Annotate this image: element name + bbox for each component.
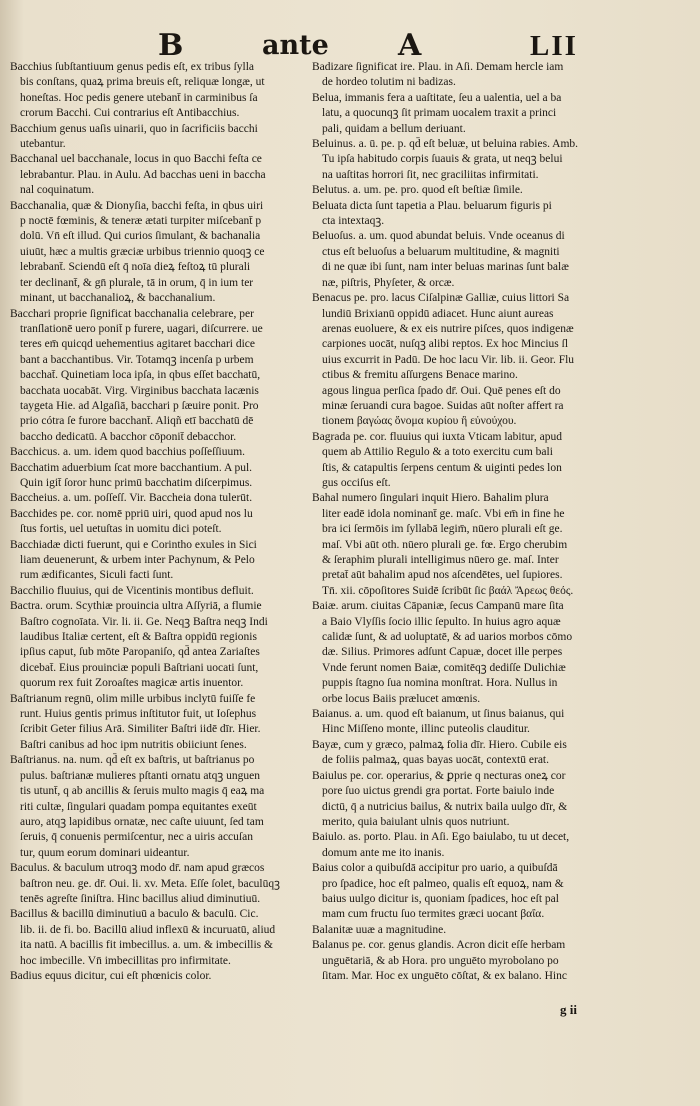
text-line: uius excurrit in Padū. De hoc lacu Vir. lib. ii. Geor. Flu: [322, 353, 575, 366]
text-line: ipſius caput, ſub mōte Paropaniſo, qd̄ antea Zariaſtes: [20, 646, 260, 659]
text-line: calidæ ſunt, & ad uoluptatē, & ad uarios morbos cōmo: [322, 631, 573, 644]
text-line: rum ædificantes, Siculi facti ſunt.: [20, 569, 174, 582]
text-line: ſtus fortis, uel uetuſtas in uomitu dici poteſt.: [20, 523, 222, 536]
text-line: Tu ipſa habitudo corpis ſuauis & grata, ut neqꝫ belui: [322, 153, 563, 166]
text-line: ctus eſt beluoſus a beluarum multitudine, & magniti: [322, 245, 560, 258]
text-line: quorum rex fuit Zoroaſtes magicæ artis inuentor.: [20, 677, 244, 690]
text-line: minant, ut bacchanalioꝝ, & bacchanalium.: [20, 292, 216, 305]
text-line: prio cótra ſe furore bacchant̄. Aliqñ etī bacchatū dē: [20, 415, 254, 428]
text-line: de hordeo tolutim ni badizas.: [322, 76, 456, 89]
text-line: bis conſtans, quaꝝ prima breuis eſt, reliquæ longæ, ut: [20, 76, 265, 89]
entry-headword-line: Bagrada pe. cor. fluuius qui iuxta Vticam labitur, apud: [312, 430, 563, 443]
text-line: quem ab Attilio Regulo & a toto exercitu cum bali: [322, 446, 553, 459]
entry-headword-line: Bacchanal uel bacchanale, locus in quo Bacchi feſta ce: [10, 153, 262, 166]
text-line: runt. Huius gentis primus inſtitutor fuit, ut Ioſephus: [20, 708, 257, 721]
text-line: pretat̄ aūt bahalim apud nos aſcendētes, uel ſupiores.: [322, 569, 563, 582]
entry-headword-line: Bacchicus. a. um. idem quod bacchius poſſeſſiuum.: [10, 446, 246, 459]
text-line: merito, quia baiulant ulnis quos nutriunt.: [322, 815, 510, 828]
text-line: ſcribit Geter filius Arā. Similiter Baſtri iidē dīr. Hier.: [20, 723, 261, 736]
entry-headword-line: Bacchiadæ dicti fuerunt, qui e Corintho exules in Sici: [10, 538, 257, 551]
entry-headword-line: Bacchanalia, quæ & Dionyſia, bacchi feſta, in qbus uiri: [10, 199, 264, 212]
text-line: dolū. Vn̄ eſt illud. Qui curios ſimulant, & bachanalia: [20, 230, 261, 243]
entry-headword-line: Baſtrianus. na. num. qd̄ eſt ex baſtris, ut baſtrianus po: [10, 754, 255, 767]
signature-mark: g ii: [560, 1002, 577, 1017]
text-line: di ne quæ ibi ſunt, nam inter beluas marinas ſunt balæ: [322, 261, 569, 274]
entry-headword-line: Balanitæ uuæ a magnitudine.: [312, 923, 447, 936]
text-line: ſitam. Mar. Hoc ex unguēto cōſtat, & ex balano. Hinc: [322, 969, 567, 982]
text-line: riti cultæ, ſingulari quadam pompa equitantes exeūt: [20, 800, 257, 813]
text-line: & ſeraphim plurali intelligimus nūero ge. maſ. Inter: [322, 554, 559, 566]
entry-headword-line: Bayæ, cum y græco, palmaꝝ folia dīr. Hiero. Cubile eis: [312, 738, 567, 751]
text-line: pro ſpadice, hoc eſt palmeo, qualis eſt equoꝝ, nam &: [322, 877, 564, 890]
text-line: ctibus & fremitu aſſurgens Benace marino.: [322, 369, 518, 382]
text-line: Baſtri canibus ad hoc ipm nutritis obiiciunt ſenes.: [20, 738, 247, 751]
text-line: bacchata uocabāt. Virg. Virginibus bacchata lacænis: [20, 384, 259, 397]
entry-headword-line: Baiulus pe. cor. operarius, & ꝑprie q necturas oneꝝ cor: [312, 769, 566, 782]
text-line: tis utunt̄, q ab ancillis & ſeruis multo magis q̄ eaꝝ ma: [20, 785, 265, 798]
text-line: liam deuenerunt, & urbem inter Pachynum, & Pelo: [20, 554, 255, 566]
text-line: gus occiſus eſt.: [322, 476, 391, 489]
text-line: tionem βαγώας ὄνομα κυρίου ἢ εὐνούχου.: [322, 415, 517, 428]
text-line: bacchat̄. Quinetiam loca ipſa, in qbus eſſet bacchatū,: [20, 369, 261, 382]
text-line: unguētariā, & ab Hora. pro unguēto myrobolano po: [322, 954, 559, 967]
entry-headword-line: Beluinus. a. ū. pe. p. qd̄ eſt beluæ, ut beluina rabies. Amb.: [312, 138, 579, 151]
entry-headword-line: Belutus. a. um. pe. pro. quod eſt beſtiæ ſimile.: [312, 184, 523, 197]
text-line: ter declinant̄, & gn̄ plurale, tā in orum, q̄ in ium ter: [20, 276, 254, 289]
text-line: Baſtro cognoīata. Vir. li. ii. Ge. Neqꝫ Baſtra neqꝫ Indi: [20, 615, 268, 628]
entry-headword-line: Baculus. & baculum utroqꝫ modo dr̄. nam apud græcos: [10, 862, 265, 875]
text-line: Quin igit̄ ſoror hunc primū bacchatim diſcerpimus.: [20, 476, 253, 489]
text-line: honeſtas. Hoc pedis genere utebant̄ in carminibus ſa: [20, 91, 258, 104]
text-line: laudibus Italiæ certent, eſt & Baſtra oppidū regionis: [20, 631, 257, 644]
text-line: hoc imbecille. Vn̄ imbecillitas pro infirmitate.: [20, 954, 231, 967]
text-line: na uaſtitas horrori ſit, nec graciliitas infirmitati.: [322, 168, 539, 181]
text-line: auro, atqꝫ lapidibus ornatæ, nec caſte uiuunt, ſed tam: [20, 815, 264, 828]
text-line: tenēs agreſte ſiniſtra. Hinc bacillus aliud diminutiuū.: [20, 892, 261, 905]
header-mark-a: A: [398, 28, 422, 63]
text-line: Tn̄. xii. cōpoſitores Suidē ſcribūt ſic βαάλ Ἄρεως θεός.: [322, 584, 574, 597]
text-line: nal coquinatum.: [20, 184, 95, 197]
page-number: LII: [530, 30, 578, 62]
entry-headword-line: Baiæ. arum. ciuitas Cāpaniæ, ſecus Campanū mare ſita: [312, 600, 564, 613]
text-line: carpiones uocāt, nuſqꝫ alibi reptos. Ex hoc Mincius ſl: [322, 338, 569, 351]
entry-headword-line: Baiulo. as. porto. Plau. in Aſi. Ego baiulabo, tu ut decet,: [312, 831, 570, 844]
entry-headword-line: Baſtrianum regnū, olim mille urbibus inclytū fuiſſe fe: [10, 692, 256, 705]
entry-headword-line: Balanus pe. cor. genus glandis. Acron dicit eſſe herbam: [312, 939, 566, 952]
entry-headword-line: Bacchilio fluuius, qui de Vicentinis montibus defluit.: [10, 584, 254, 597]
entry-headword-line: Beluata dicta ſunt tapetia a Plau. beluarum figuris pi: [312, 199, 552, 212]
text-line: orbe locus Baiis prælucet amœnis.: [322, 692, 481, 705]
text-line: pulus. baſtrianæ mulieres pſtanti ornatu atqꝫ unguen: [20, 769, 260, 782]
text-line: liter eadē idola nominant̄ ge. maſc. Vbi em̄ in fine he: [322, 507, 565, 520]
text-line: arenas euoluere, & ex eis nutrire piſces, quos indigenæ: [322, 322, 574, 335]
text-line: Hinc Miſſeno monte, illinc puteolis clauditur.: [322, 723, 530, 736]
text-line: taygeta Hie. ad Algaſiā, bacchari p ſæuire ponit. Pro: [20, 399, 259, 412]
text-line: lib. ii. de fi. bo. Bacillū aliud inflexū & incuruatū, aliud: [20, 923, 276, 936]
text-line: domum ante me ito inanis.: [322, 846, 445, 859]
text-line: pali, quidam a bellum deriuant.: [322, 122, 466, 135]
entry-headword-line: Bacchatim aduerbium ſcat more bacchantium. A pul.: [10, 461, 253, 474]
text-line: lebrabant̄. Sciendū eſt q̄ noīa dieꝝ feſtoꝝ tū plurali: [20, 261, 251, 274]
entry-headword-line: Benacus pe. pro. lacus Ciſalpinæ Galliæ, cuius littori Sa: [312, 292, 570, 305]
entry-headword-line: Bahal numero ſingulari inquit Hiero. Bahalim plura: [312, 492, 549, 505]
text-line: agous lingua perſica ſpado dr̄. Oui. Quē penes eſt do: [322, 384, 561, 397]
text-line: pore ſuo uictus grendi gra portat. Forte baiulo inde: [322, 785, 555, 798]
text-line: puppis ſtagno ſua nomina monſtrat. Hora. Nullus in: [322, 677, 558, 690]
text-line: tur, quum eorum dominari uideantur.: [20, 846, 190, 859]
text-line: uiuūt, hæc a multis græciæ urbibus triennio quoqꝫ ce: [20, 245, 265, 258]
text-line: lebrabantur. Plau. in Aulu. Ad bacchas ueni in baccha: [20, 168, 266, 181]
text-line: minæ ſeruandi cura bagoe. Suidas aūt noſter affert ra: [322, 399, 564, 412]
text-line: teres em̄ quicqd uehementius agitaret bacchari dice: [20, 338, 256, 351]
text-line: ita natū. A bacillis fit imbecillus. a. um. & imbecillis &: [20, 939, 273, 952]
text-line: lundiū Brixianū oppidū adiacet. Hunc aiunt aureas: [322, 307, 554, 320]
text-line: cta intextaqꝫ.: [322, 215, 385, 228]
left-column: [10, 60, 300, 1020]
text-line: ſtis, & catapultis ſerpens centum & uiginti pedes lon: [322, 461, 562, 474]
running-header: [0, 28, 700, 64]
text-line: de foliis palmaꝝ, quas bayas uocāt, contextū erat.: [322, 754, 549, 767]
text-line: baccho dedicatū. A bacchor cōponit̄ debacchor.: [20, 430, 237, 443]
text-line: næ, piſtris, Phyſeter, & orcæ.: [322, 276, 455, 289]
text-line: dictū, q̄ a nutricius bailus, & nutrix baila uulgo dīr, &: [322, 800, 568, 813]
text-line: Vnde ferunt nomen Baiæ, comitēqꝫ dediſſe Dulichiæ: [322, 661, 566, 674]
text-line: tranſlationē uero ponit̄ p furere, uagari, diſcurrere. ue: [20, 322, 263, 335]
entry-headword-line: Beluoſus. a. um. quod abundat beluis. Vnde oceanus di: [312, 230, 565, 243]
text-line: dæ. Silius. Primores adſunt Capuæ, docet ille perpes: [322, 646, 563, 659]
text-line: bant a bacchantibus. Vir. Totamqꝫ incenſa p urbem: [20, 353, 254, 366]
text-line: utebantur.: [20, 138, 66, 151]
text-line: latu, a quocunqꝫ ſit primam uocalem traxit a princi: [322, 107, 557, 120]
header-mark-b: B: [158, 28, 184, 63]
text-line: dicebat̄. Eius prouinciæ populi Baſtriani uocati ſunt,: [20, 661, 259, 674]
text-line: p noctē fœminis, & teneræ ætati turpiter miſcebant̄ p: [20, 215, 262, 228]
entry-headword-line: Belua, immanis fera a uaſtitate, ſeu a ualentia, uel a ba: [312, 91, 562, 104]
text-line: maſ. Vbi aūt oth. nūero plurali ge. fœ. Ergo cherubim: [322, 538, 568, 551]
entry-headword-line: Bactra. orum. Scythiæ prouincia ultra Aſſyriā, a flumie: [10, 600, 262, 613]
text-line: baius uulgo dicitur is, quoniam ſpadices, hoc eſt pal: [322, 892, 559, 905]
text-line: bra ici ſermōis im ſyllabā legim̄, nūero plurali eſt ge.: [322, 523, 563, 536]
header-word: ante: [262, 30, 329, 61]
entry-headword-line: Bacchius ſubſtantiuum genus pedis eſt, ex tribus ſylla: [10, 61, 255, 73]
text-line: a Baio Vlyſſis ſocio illic ſepulto. In huius agro aquæ: [322, 615, 561, 628]
text-line: ſeruis, q̄ conuenis permiſcentur, nec a uiris accuſan: [20, 831, 253, 844]
entry-headword-line: Bacchium genus uaſis uinarii, quo in ſacrificiis bacchi: [10, 122, 258, 135]
text-line: baſtron neu. ge. dr̄. Oui. li. xv. Meta. Eſſe ſolet, baculūqꝫ: [20, 877, 280, 890]
entry-headword-line: Bacillus & bacillū diminutiuū a baculo & baculū. Cic.: [10, 908, 259, 921]
text-line: crorum Bacchi. Cui contrarius eſt Antibacchius.: [20, 107, 240, 120]
entry-headword-line: Bacchari proprie ſignificat bacchanalia celebrare, per: [10, 307, 254, 320]
right-column: [312, 60, 608, 1020]
entry-headword-line: Badizare ſignificat ire. Plau. in Aſi. Demam hercle iam: [312, 61, 564, 73]
entry-headword-line: Baccheius. a. um. poſſeſſ. Vir. Baccheia dona tulerūt.: [10, 492, 253, 505]
entry-headword-line: Bacchides pe. cor. nomē ppriū uiri, quod apud nos lu: [10, 507, 253, 520]
text-line: mam cum fructu ſuo termites græci uocant βαΐα.: [322, 908, 545, 921]
entry-headword-line: Baius color a quibuſdā accipitur pro uario, a quibuſdā: [312, 862, 558, 875]
entry-headword-line: Baianus. a. um. quod eſt baianum, ut ſinus baianus, qui: [312, 708, 565, 721]
entry-headword-line: Badius equus dicitur, cui eſt phœnicis color.: [10, 969, 212, 982]
